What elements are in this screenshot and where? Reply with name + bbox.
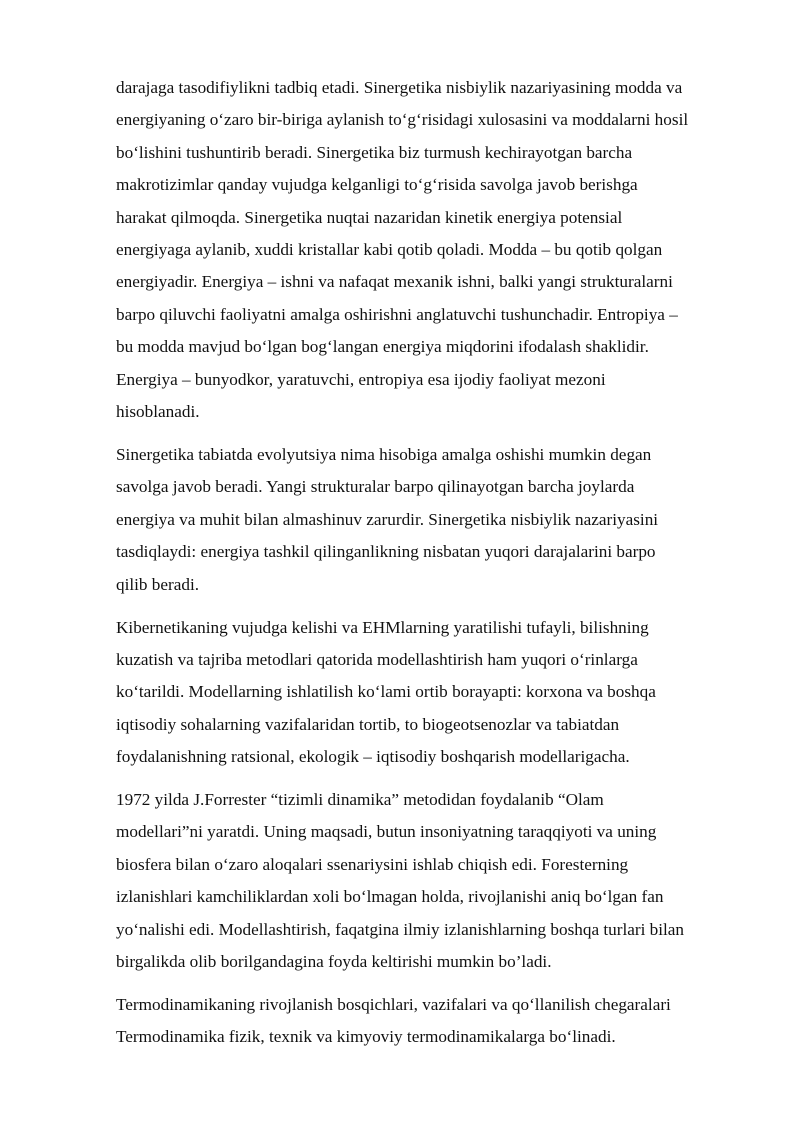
text-line: birgalikda olib borilgandagina foyda keltirishi mumkin bo’ladi. — [116, 952, 552, 972]
text-line: energiyadir. Energiya – ishni va nafaqat mexanik ishni, balki yangi strukturalarni — [116, 272, 673, 292]
text-line: barpo qiluvchi faoliyatni amalga oshirishni anglatuvchi tushunchadir. Entropiya – — [116, 304, 678, 324]
text-line: kuzatish va tajriba metodlari qatorida modellashtirish ham yuqori o‘rinlarga — [116, 649, 638, 669]
text-line: energiyaga aylanib, xuddi kristallar kabi qotib qoladi. Modda – bu qotib qolgan — [116, 240, 663, 260]
text-line: harakat qilmoqda. Sinergetika nuqtai nazaridan kinetik energiya potensial — [116, 207, 623, 227]
text-line: savolga javob beradi. Yangi strukturalar barpo qilinayotgan barcha joylarda — [116, 477, 635, 497]
text-line: foydalanishning ratsional, ekologik – iqtisodiy boshqarish modellarigacha. — [116, 747, 630, 767]
text-line: Kibernetikaning vujudga kelishi va EHMlarning yaratilishi tufayli, bilishning — [116, 617, 649, 637]
text-line: 1972 yilda J.Forrester “tizimli dinamika” metodidan foydalanib “Olam — [116, 790, 604, 810]
paragraph-cybernetics-modeling — [116, 612, 744, 774]
text-line: tasdiqlaydi: energiya tashkil qilinganlikning nisbatan yuqori darajalarini barpo — [116, 542, 656, 562]
text-line: iqtisodiy sohalarning vazifalaridan tortib, to biogeotsenozlar va tabiatdan — [116, 714, 620, 734]
text-line: Termodinamikaning rivojlanish bosqichlari, vazifalari va qo‘llanilish chegaralari — [116, 994, 671, 1014]
text-line: Sinergetika tabiatda evolyutsiya nima hisobiga amalga oshishi mumkin degan — [116, 444, 652, 464]
text-line: biosfera bilan o‘zaro aloqalari ssenariysini ishlab chiqish edi. Foresterning — [116, 854, 629, 874]
text-line: Termodinamika fizik, texnik va kimyoviy termodinamikalarga bo‘linadi. — [116, 1027, 616, 1047]
text-line: darajaga tasodifiylikni tadbiq etadi. Sinergetika nisbiylik nazariyasining modda va — [116, 78, 683, 97]
text-line: bo‘lishini tushuntirib beradi. Sinergetika biz turmush kechirayotgan barcha — [116, 142, 633, 162]
text-line: izlanishlari kamchiliklardan xoli bo‘lmagan holda, rivojlanishi aniq bo‘lgan fan — [116, 887, 664, 907]
paragraph-synergetics-energy — [116, 72, 744, 428]
text-line: Energiya – bunyodkor, yaratuvchi, entropiya esa ijodiy faoliyat mezoni — [116, 369, 606, 389]
text-line: qilib beradi. — [116, 574, 200, 594]
text-line: bu modda mavjud bo‘lgan bog‘langan energiya miqdorini ifodalash shaklidir. — [116, 337, 649, 357]
text-line: hisoblanadi. — [116, 402, 200, 422]
text-line: energiyaning o‘zaro bir-biriga aylanish to‘g‘risidagi xulosasini va moddalarni hosil — [116, 110, 689, 130]
paragraph-synergetics-evolution — [116, 439, 744, 601]
text-line: makrotizimlar qanday vujudga kelganligi to‘g‘risida savolga javob berishga — [116, 175, 638, 195]
text-line: energiya va muhit bilan almashinuv zarurdir. Sinergetika nisbiylik nazariyasini — [116, 509, 659, 529]
text-line: modellari”ni yaratdi. Uning maqsadi, butun insoniyatning taraqqiyoti va uning — [116, 822, 657, 842]
paragraph-thermodynamics — [116, 989, 744, 1054]
paragraph-forrester-models — [116, 784, 744, 978]
text-line: yo‘nalishi edi. Modellashtirish, faqatgina ilmiy izlanishlarning boshqa turlari bilan — [116, 919, 685, 939]
document-body — [116, 72, 744, 1064]
text-line: ko‘tarildi. Modellarning ishlatilish ko‘lami ortib borayapti: korxona va boshqa — [116, 682, 656, 702]
